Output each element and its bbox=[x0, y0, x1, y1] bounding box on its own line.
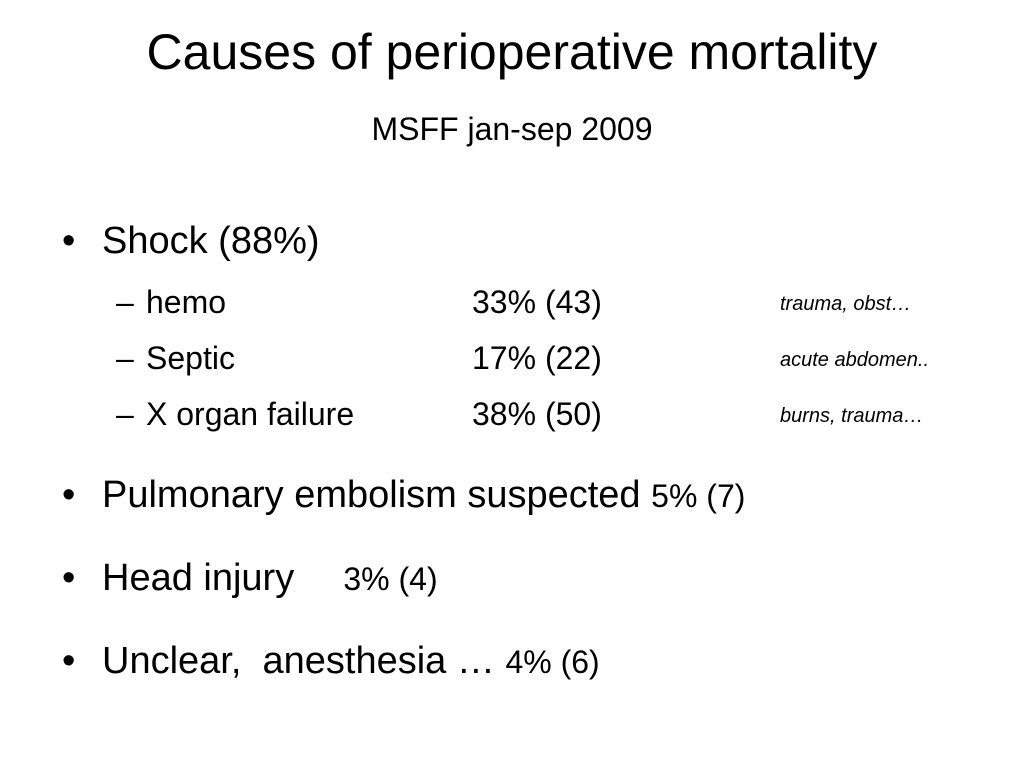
sub-item-note: burns, trauma… bbox=[780, 405, 924, 427]
bullet-marker: • bbox=[62, 220, 76, 262]
sub-item-name: X organ failure bbox=[146, 396, 355, 432]
sub-item-marker: – bbox=[116, 340, 134, 376]
bullet-marker: • bbox=[62, 640, 76, 682]
sub-item-percent: 33% (43) bbox=[472, 284, 602, 320]
bullet-label: Unclear, anesthesia … bbox=[102, 640, 495, 682]
bullet-value: 4% (6) bbox=[505, 644, 600, 680]
sub-item-hemo bbox=[116, 282, 996, 322]
bullet-marker: • bbox=[62, 474, 76, 516]
slide-subtitle: MSFF jan-sep 2009 bbox=[371, 111, 653, 147]
sub-item-x-organ-failure bbox=[116, 394, 996, 434]
bullet-value: 5% (7) bbox=[651, 478, 746, 514]
sub-item-marker: – bbox=[116, 284, 134, 320]
sub-item-percent: 38% (50) bbox=[472, 396, 602, 432]
bullet-value: 3% (4) bbox=[343, 561, 438, 597]
sub-item-name: Septic bbox=[146, 340, 235, 376]
sub-item-note: acute abdomen.. bbox=[780, 349, 929, 371]
bullet-marker: • bbox=[62, 557, 76, 599]
bullet-label: Shock (88%) bbox=[102, 220, 320, 262]
sub-item-name: hemo bbox=[146, 284, 227, 320]
bullet-label: Head injury bbox=[102, 557, 295, 599]
sub-item-percent: 17% (22) bbox=[472, 340, 602, 376]
bullet-label: Pulmonary embolism suspected bbox=[102, 474, 641, 516]
sub-item-septic bbox=[116, 338, 996, 378]
sub-item-note: trauma, obst… bbox=[780, 293, 912, 315]
sub-item-marker: – bbox=[116, 396, 134, 432]
slide-title: Causes of perioperative mortality bbox=[146, 24, 878, 80]
